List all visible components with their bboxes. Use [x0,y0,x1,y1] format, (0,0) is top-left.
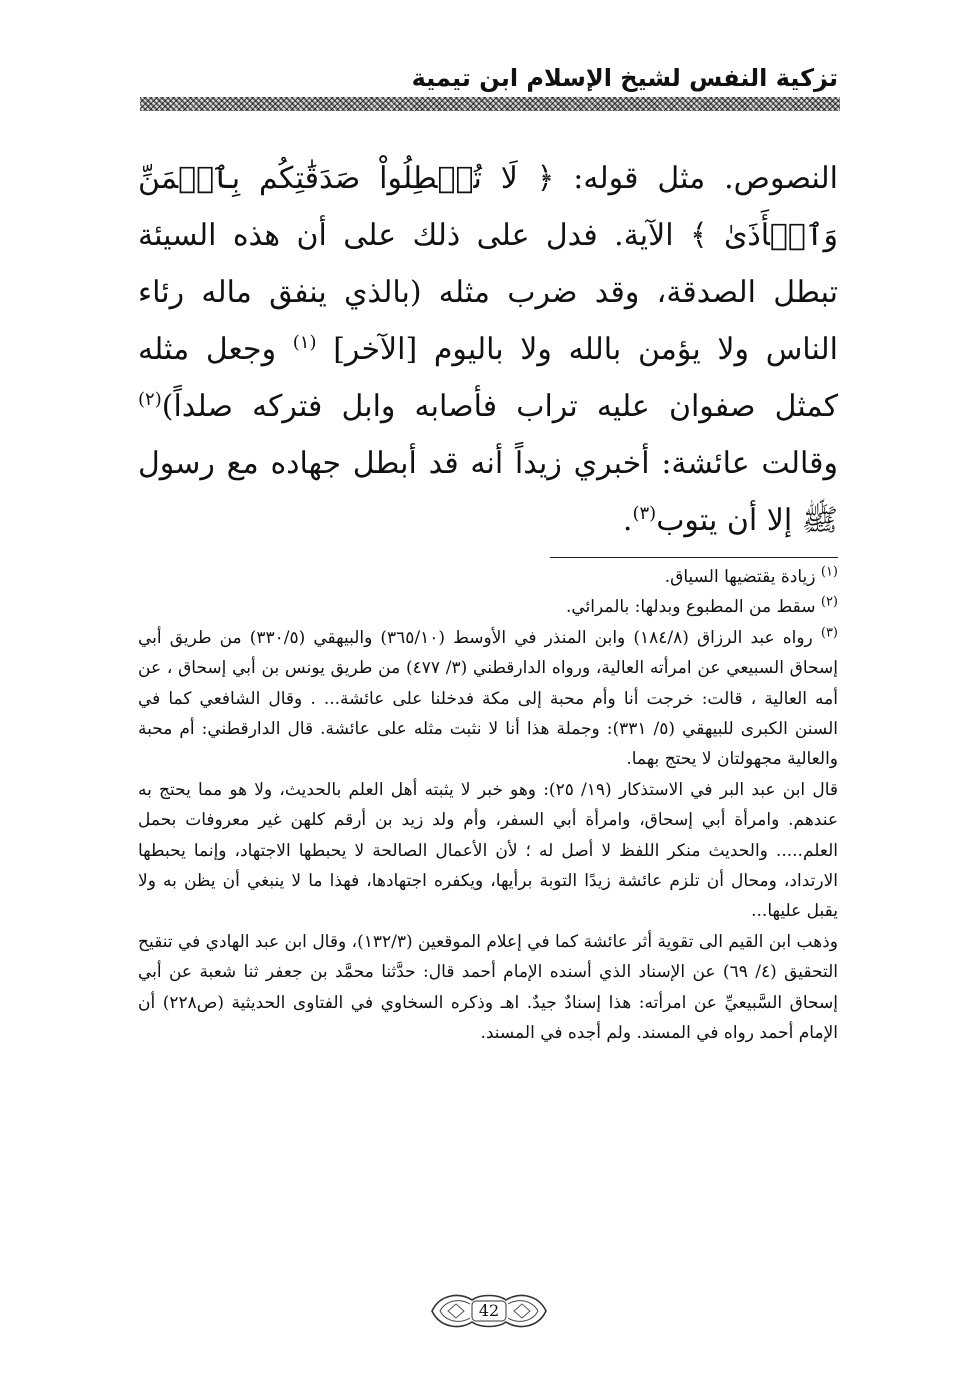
footnote-3 [138,623,838,775]
footnote-2 [138,592,838,622]
page-number-ornament [426,1288,552,1334]
main-text-segment-2: وجعل مثله كمثل صفوان عليه تراب فأصابه وابل فتركه صلداً) [138,332,838,424]
main-paragraph [138,150,838,549]
footnote-marker-3[interactable]: (٣) [632,503,657,524]
footnote-marker-1[interactable]: (١) [292,332,317,353]
footnotes-section [138,562,838,1049]
footnote-2-number: (٢) [820,594,838,610]
footnote-1-text: زيادة يقتضيها السياق. [664,567,816,587]
footnote-3-continued-1: قال ابن عبد البر في الاستذكار (١٩/ ٢٥): وهو خبر لا يثبته أهل العلم بالحديث، ولا هو مما يحتج به عندهم. وامرأة أبي إسحاق، وامرأة أبي السفر، وأم ولد زيد بن أرقم كلهن غير معروفات بحمل العلم..... والحديث منكر اللفظ لا أصل له ؛ لأن الأعمال الصالحة لا يحبطها الاجتهاد، وإنما يحبطها الارتداد، ومحال أن تلزم عائشة زيدًا التوبة برأيها، ويكفره اجتهادها، فهذا ما لا ينبغي أن يظن به ولا يقبل عليها... [138,779,838,922]
footnote-1-number: (١) [820,564,838,580]
main-text-segment-3: وقالت عائشة: أخبري زيداً أنه قد أبطل جهاده مع رسول ﷺ إلا أن يتوب [138,446,838,538]
footnote-marker-2[interactable]: (٢) [138,389,162,410]
footnote-3-number: (٣) [820,625,838,641]
running-header-title: تزكية النفس لشيخ الإسلام ابن تيمية [411,64,838,92]
footnote-1 [138,562,838,592]
header-ornamental-band [140,97,840,111]
footnote-3-text-a: رواه عبد الرزاق (١٨٤/٨) وابن المنذر في الأوسط (٣٦٥/١٠) والبيهقي (٣٣٠/٥) من طريق أبي إسحاق السبيعي عن امرأته العالية، ورواه الدارقطني (٣/ ٤٧٧) من طريق يونس بن أبي إسحاق ، عن أمه العالية ، قالت: خرجت أنا وأم محبة إلى مكة فدخلنا على عائشة... . وقال الشافعي كما في السنن الكبرى للبيهقي (٥/ ٣٣١): وجملة هذا أنا لا نثبت مثله على عائشة. قال الدارقطني: أم محبة والعالية مجهولتان لا يحتج بهما. [138,627,838,770]
main-text-end: . [622,503,633,538]
page-number: 42 [478,1301,500,1320]
main-body-text [138,150,838,549]
footnote-2-text: سقط من المطبوع وبدلها: بالمرائي. [565,597,816,618]
footnote-divider [550,557,838,558]
main-text-segment-1: النصوص. مثل قوله: ﴿ لَا تُبۡطِلُواْ صَدَقَٰتِكُم بِٱلۡمَنِّ وَٱلۡأَذَىٰ ﴾ الآية. فدل على ذلك على أن هذه السيئة تبطل الصدقة، وقد ضرب مثله (بالذي ينفق ماله رئاء الناس ولا يؤمن بالله ولا باليوم [الآخر] [138,161,838,367]
footnote-3-continued-2: وذهب ابن القيم الى تقوية أثر عائشة كما في إعلام الموقعين (١٣٢/٣)، وقال ابن عبد الهادي في تنقيح التحقيق (٤/ ٦٩) عن الإسناد الذي أسنده الإمام أحمد قال: حدَّثنا محمَّد بن جعفر ثنا شعبة عن أبي إسحاق السَّبيعيِّ عن امرأته: هذا إسنادٌ جيدٌ. اهـ وذكره السخاوي في الفتاوى الحديثية (ص٢٢٨) أن الإمام أحمد رواه في المسند. ولم أجده في المسند. [138,931,838,1044]
